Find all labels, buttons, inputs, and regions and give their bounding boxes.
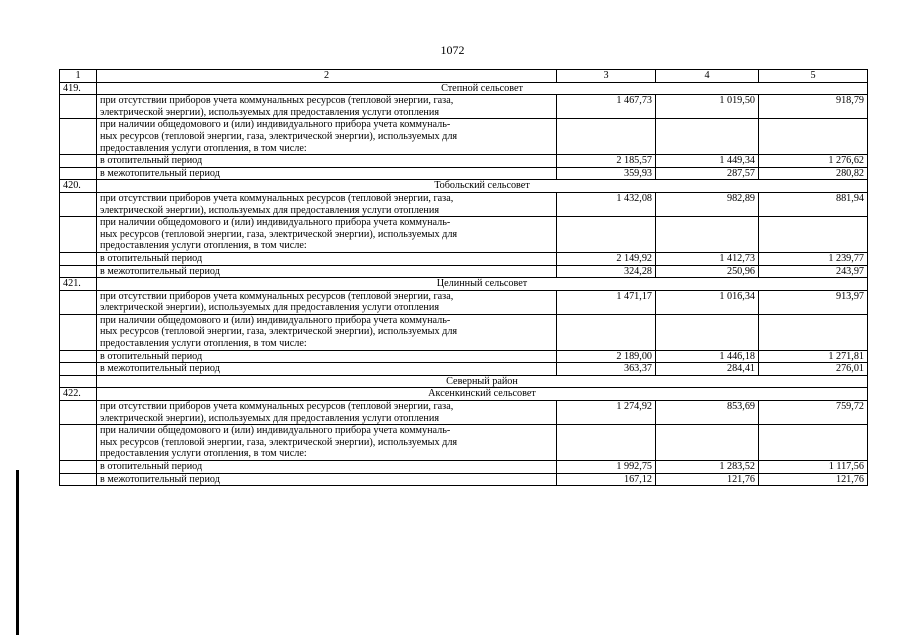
empty-cell [656,119,759,155]
row-label-line: при отсутствии приборов учета коммунальных ресурсов (тепловой энергии, газа, [100,192,454,204]
row-label-line: предоставления услуги отопления, в том числе: [100,338,307,350]
tariff-row-with-meter [60,217,868,253]
row-label: в межотопительный период [97,265,557,278]
empty-cell [557,425,656,461]
tariff-value: 167,12 [557,473,656,486]
tariff-value: 287,57 [656,167,759,180]
row-label-line: при наличии общедомового и (или) индивидуального прибора учета коммуналь- [100,425,451,437]
empty-cell [656,425,759,461]
tariff-table [59,69,868,486]
row-label: в отопительный период [97,252,557,265]
tariff-value: 1 412,73 [656,252,759,265]
row-number-empty [60,155,97,168]
row-number-empty [60,314,97,350]
row-label-line: ных ресурсов (тепловой энергии, газа, электрической энергии), используемых для [100,130,458,142]
tariff-row-interheating [60,363,868,376]
row-label-line: электрической энергии), используемых для предоставления услуги отопления [100,204,440,216]
column-number: 1 [60,70,97,83]
tariff-row-heating [60,461,868,474]
row-label: в межотопительный период [97,167,557,180]
column-number: 3 [557,70,656,83]
tariff-row-heating [60,252,868,265]
row-number: 419. [60,82,97,95]
row-number-empty [60,425,97,461]
row-label: в отопительный период [97,350,557,363]
tariff-row-interheating [60,473,868,486]
council-title: Целинный сельсовет [97,278,868,291]
tariff-row-heating [60,155,868,168]
district-title: Северный район [97,375,868,388]
tariff-value: 243,97 [759,265,868,278]
tariff-value: 1 449,34 [656,155,759,168]
row-number-empty [60,350,97,363]
district-row [60,375,868,388]
tariff-value: 363,37 [557,363,656,376]
row-number-empty [60,217,97,253]
column-number: 5 [759,70,868,83]
row-label [97,425,557,461]
empty-cell [759,217,868,253]
tariff-row-without-meter [60,192,868,216]
tariff-value: 1 117,56 [759,461,868,474]
row-label-line: при наличии общедомового и (или) индивидуального прибора учета коммуналь- [100,314,451,326]
empty-cell [557,314,656,350]
empty-cell [656,217,759,253]
column-number-row [60,70,868,83]
empty-cell [759,425,868,461]
row-label [97,119,557,155]
row-number: 420. [60,180,97,193]
tariff-value: 1 271,81 [759,350,868,363]
row-label-line: при отсутствии приборов учета коммунальных ресурсов (тепловой энергии, газа, [100,95,454,107]
row-label-line: предоставления услуги отопления, в том числе: [100,142,307,154]
row-label-line: при наличии общедомового и (или) индивидуального прибора учета коммуналь- [100,217,451,229]
row-label: в отопительный период [97,461,557,474]
tariff-value: 1 276,62 [759,155,868,168]
row-number-empty [60,473,97,486]
row-label: в межотопительный период [97,473,557,486]
tariff-value: 2 185,57 [557,155,656,168]
tariff-row-with-meter [60,425,868,461]
row-label-line: ных ресурсов (тепловой энергии, газа, электрической энергии), используемых для [100,326,458,338]
tariff-row-interheating [60,167,868,180]
empty-cell [759,119,868,155]
column-number: 2 [97,70,557,83]
tariff-value: 982,89 [656,192,759,216]
page-number: 1072 [440,43,465,57]
row-number-empty [60,167,97,180]
tariff-value: 881,94 [759,192,868,216]
empty-cell [759,314,868,350]
row-label [97,314,557,350]
empty-cell [656,314,759,350]
tariff-row-with-meter [60,119,868,155]
row-label-line: при отсутствии приборов учета коммунальных ресурсов (тепловой энергии, газа, [100,401,454,413]
tariff-value: 2 189,00 [557,350,656,363]
row-number-empty [60,461,97,474]
tariff-value: 1 239,77 [759,252,868,265]
row-label [97,192,557,216]
row-number-empty [60,375,97,388]
tariff-value: 121,76 [656,473,759,486]
row-number-empty [60,119,97,155]
row-label-line: электрической энергии), используемых для предоставления услуги отопления [100,412,440,424]
tariff-value: 759,72 [759,401,868,425]
row-label [97,290,557,314]
row-number-empty [60,401,97,425]
row-number-empty [60,192,97,216]
binding-edge-line [16,470,19,635]
tariff-row-interheating [60,265,868,278]
row-number-empty [60,252,97,265]
tariff-row-without-meter [60,290,868,314]
tariff-value: 1 274,92 [557,401,656,425]
row-number-empty [60,290,97,314]
row-label-line: электрической энергии), используемых для предоставления услуги отопления [100,106,440,118]
tariff-row-without-meter [60,401,868,425]
council-title: Аксенкинский сельсовет [97,388,868,401]
row-label-line: при наличии общедомового и (или) индивидуального прибора учета коммуналь- [100,119,451,131]
column-number: 4 [656,70,759,83]
empty-cell [557,217,656,253]
tariff-value: 2 149,92 [557,252,656,265]
tariff-value: 1 432,08 [557,192,656,216]
row-number-empty [60,265,97,278]
row-label-line: при отсутствии приборов учета коммунальных ресурсов (тепловой энергии, газа, [100,290,454,302]
tariff-row-with-meter [60,314,868,350]
row-label-line: предоставления услуги отопления, в том числе: [100,240,307,252]
tariff-value: 1 471,17 [557,290,656,314]
row-label [97,217,557,253]
tariff-value: 913,97 [759,290,868,314]
tariff-row-heating [60,350,868,363]
tariff-value: 359,93 [557,167,656,180]
row-number: 422. [60,388,97,401]
tariff-value: 276,01 [759,363,868,376]
council-row [60,82,868,95]
council-title: Тобольский сельсовет [97,180,868,193]
tariff-value: 250,96 [656,265,759,278]
tariff-value: 324,28 [557,265,656,278]
row-number: 421. [60,278,97,291]
tariff-value: 1 016,34 [656,290,759,314]
tariff-value: 1 019,50 [656,95,759,119]
row-label-line: электрической энергии), используемых для предоставления услуги отопления [100,302,440,314]
tariff-value: 121,76 [759,473,868,486]
row-label-line: ных ресурсов (тепловой энергии, газа, электрической энергии), используемых для [100,436,458,448]
row-label-line: ных ресурсов (тепловой энергии, газа, электрической энергии), используемых для [100,228,458,240]
row-label: в межотопительный период [97,363,557,376]
council-row [60,278,868,291]
tariff-value: 284,41 [656,363,759,376]
tariff-value: 280,82 [759,167,868,180]
row-label [97,401,557,425]
row-label: в отопительный период [97,155,557,168]
tariff-row-without-meter [60,95,868,119]
council-title: Степной сельсовет [97,82,868,95]
tariff-value: 918,79 [759,95,868,119]
tariff-value: 1 446,18 [656,350,759,363]
row-label-line: предоставления услуги отопления, в том числе: [100,448,307,460]
council-row [60,180,868,193]
table-body [60,82,868,486]
row-number-empty [60,363,97,376]
tariff-value: 853,69 [656,401,759,425]
tariff-value: 1 283,52 [656,461,759,474]
tariff-value: 1 992,75 [557,461,656,474]
council-row [60,388,868,401]
empty-cell [557,119,656,155]
row-number-empty [60,95,97,119]
tariff-value: 1 467,73 [557,95,656,119]
row-label [97,95,557,119]
